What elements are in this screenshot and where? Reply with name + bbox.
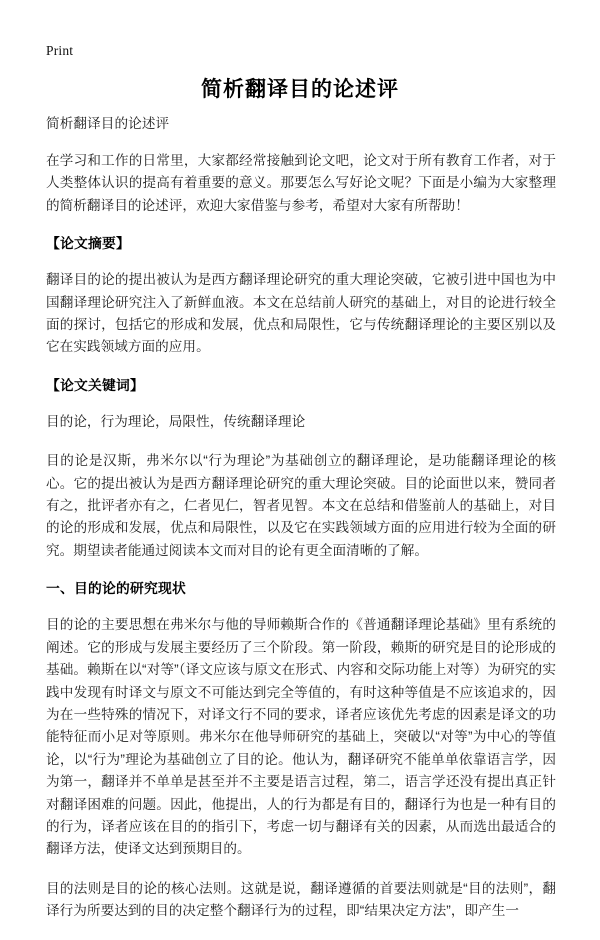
print-toolbar (46, 43, 73, 59)
heading-section-one: 一、目的论的研究现状 (46, 581, 186, 597)
abstract-paragraph: 翻译目的论的提出被认为是西方翻译理论研究的重大理论突破，它被引进中国也为中国翻译理论研究注入了新鲜血液。本文在总结前人研究的基础上，对目的论进行较全面的探讨，包括它的形成和发展，优点和局限性，它与传统翻译理论的主要区别以及它在实践领域方面的应用。 (46, 272, 556, 355)
heading-keywords: 【论文关键词】 (46, 377, 144, 393)
section-one-paragraph-2: 目的法则是目的论的核心法则。这就是说，翻译遵循的首要法则就是“目的法则”，翻译行为所要达到的目的决定整个翻译行为的过程，即“结果决定方法”，即产生一 (46, 880, 556, 919)
heading-abstract: 【论文摘要】 (46, 236, 130, 252)
article-subtitle: 简析翻译目的论述评 (46, 116, 170, 131)
article-body (46, 114, 556, 940)
overview-paragraph: 目的论是汉斯，弗米尔以“行为理论”为基础创立的翻译理论，是功能翻译理论的核心。它的提出被认为是西方翻译理论研究的重大理论突破。目的论面世以来，赞同者有之，批评者亦有之，仁者见仁，智者见智。本文在总结和借鉴前人的基础上，对目的论的形成和发展，优点和局限性，以及它在实践领域方面的应用进行较为全面的研究。期望读者能通过阅读本文而对目的论有更全面清晰的了解。 (46, 453, 556, 558)
section-one-paragraph-1: 目的论的主要思想在弗米尔与他的导师赖斯合作的《普通翻译理论基础》里有系统的阐述。它的形成与发展主要经历了三个阶段。第一阶段，赖斯的研究是目的论形成的基础。赖斯在以“对等”（译文应该与原文在形式、内容和交际功能上对等）为研究的实践中发现有时译文与原文不可能达到完全等值的，有时这种等值是不应该追求的，因为在一些特殊的情况下，对译文行不同的要求，译者应该优先考虑的因素是译文的功能特征而小足对等原则。弗米尔在他导师研究的基础上，突破以“对等”为中心的等值论，以“行为”理论为基础创立了目的论。他认为，翻译研究不能单单依靠语言学，因为第一，翻译并不单单是甚至并不主要是语言过程，第二，语言学还没有提出真正针对翻译困难的问题。因此，他提出，人的行为都是有目的，翻译行为也是一种有目的的行为，译者应该在目的的指引下，考虑一切与翻译有关的因素，从而选出最适合的翻译方法，使译文达到预期目的。 (46, 617, 556, 857)
keywords-paragraph: 目的论，行为理论，局限性，传统翻译理论 (46, 413, 306, 429)
print-button[interactable]: Print (46, 43, 74, 58)
page-title: 简析翻译目的论述评 (201, 78, 399, 101)
intro-paragraph: 在学习和工作的日常里，大家都经常接触到论文吧，论文对于所有教育工作者，对于人类整体认识的提高有着重要的意义。那要怎么写好论文呢？下面是小编为大家整理的简析翻译目的论述评，欢迎大家借鉴与参考，希望对大家有所帮助！ (46, 153, 556, 213)
